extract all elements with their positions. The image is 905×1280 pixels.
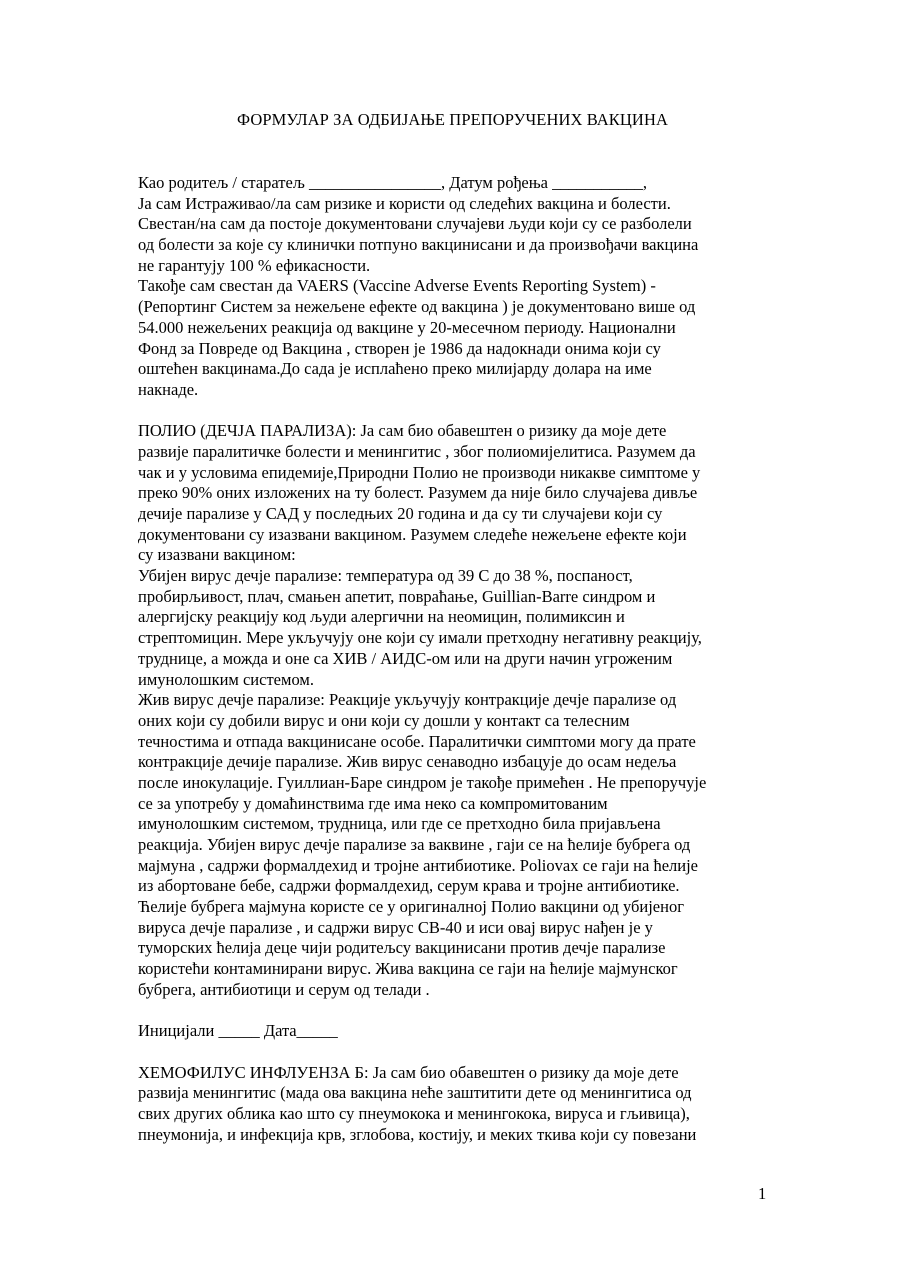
- page-number: 1: [758, 1184, 767, 1203]
- text-line: Свестан/на сам да постоје документовани случајеви људи који су се разболели: [138, 214, 692, 234]
- document-title: ФОРМУЛАР ЗА ОДБИЈАЊЕ ПРЕПОРУЧЕНИХ ВАКЦИНА: [237, 110, 668, 129]
- text-line: имунолошким системом, трудница, или где се претходно била пријављена: [138, 814, 661, 834]
- text-line: Убијен вирус дечје парализе: температура од 39 C до 38 %, поспаност,: [138, 566, 633, 586]
- text-line: после инокулације. Гуиллиан-Баре синдром је такође примећен . Не препоручује: [138, 772, 707, 792]
- text-line: се за употребу у домаћинствима где има неко са компромитованим: [138, 793, 608, 813]
- text-line: Фонд за Повреде од Вакцина , створен је 1986 да надокнади онима који су: [138, 338, 661, 358]
- text-line: оштећен вакцинама.До сада је исплаћено преко милијарду долара на име: [138, 359, 652, 379]
- text-line: преко 90% оних изложених на ту болест. Разумем да није било случајева дивље: [138, 483, 698, 503]
- text-line: Ћелије бубрега мајмуна користе се у оригиналној Полио вакцини од убијеног: [138, 897, 684, 917]
- text-line: алергијску реакцију код људи алергични на неомицин, полимиксин и: [138, 607, 625, 627]
- text-line: Жив вирус дечје парализе: Реакције укључују контракције дечје парализе од: [138, 690, 677, 710]
- text-line: 54.000 нежељених реакција од вакцине у 20-месечном периоду. Национални: [138, 317, 676, 337]
- text-line: труднице, а можда и оне са ХИВ / АИДС-ом или на други начин угроженим: [138, 648, 673, 668]
- text-line: свих других облика као што су пнеумокока и менингокока, вируса и гљивица),: [138, 1103, 690, 1123]
- text-line: контракције дечије парализе. Жив вирус сенаводно избацује до осам недеља: [138, 752, 677, 772]
- text-line: дечије парализе у САД у последњих 20 година и да су ти случајеви који су: [138, 504, 663, 523]
- text-line: користећи контаминирани вирус. Жива вакцина се гаји на ћелије мајмунског: [138, 959, 678, 979]
- text-line: бубрега, антибиотици и серум од телади .: [138, 979, 430, 999]
- paragraph-spacer: [138, 1001, 788, 1022]
- text-line: ПОЛИО (ДЕЧЈА ПАРАЛИЗА): Ја сам био обавештен о ризику да моје дете: [138, 421, 667, 441]
- text-line: развије паралитичке болести и менингитис , због полиомијелитиса. Разумем да: [138, 441, 696, 461]
- text-line: Ја сам Истраживао/ла сам ризике и користи од следећих вакцина и болести.: [138, 193, 671, 213]
- text-line: пробирљивост, плач, смањен апетит, повраћање, Guillian-Ваrre синдром и: [138, 586, 656, 606]
- paragraph-spacer: [138, 1042, 788, 1063]
- initials-date-field[interactable]: Иницијали _____ Датa_____: [138, 1021, 338, 1041]
- text-line: туморских ћелија деце чији родитељсу вакцинисани против дечје парализе: [138, 938, 666, 958]
- text-line: (Репортинг Систем за нежељене ефекте од вакцина ) је документовано више од: [138, 297, 696, 317]
- document-body: [138, 173, 788, 1145]
- text-line: развија менингитис (мада ова вакцина неће заштитити дете од менингитиса од: [138, 1083, 692, 1103]
- text-line: из абортоване бебе, садржи формалдехид, серум крава и тројне антибиотике.: [138, 876, 680, 896]
- text-line: Такође сам свестан да VAERS (Vaccine Adverse Events Reporting System) -: [138, 276, 656, 296]
- text-line: ХЕМОФИЛУС ИНФЛУЕНЗА Б: Ја сам био обавештен о ризику да моје дете: [138, 1062, 679, 1082]
- text-line: од болести за које су клинички потпуно вакцинисани и да произвођачи вакцина: [138, 235, 699, 255]
- text-line: оних који су добили вирус и они који су дошли у контакт са телесним: [138, 710, 630, 730]
- text-line: вируса дечје парализе , и садржи вирус СВ-40 и иси овај вирус нађен је у: [138, 917, 653, 937]
- polio-section: [138, 421, 788, 1000]
- text-line: течностима и отпада вакцинисане особе. Паралитички симптоми могу да прате: [138, 731, 696, 751]
- text-line: стрептомицин. Мере укључују оне који су имали претходну негативну реакцију,: [138, 628, 702, 648]
- hib-section: [138, 1063, 788, 1146]
- text-line: су изазвани вакцином:: [138, 545, 296, 565]
- text-line: Као родитељ / старатељ ________________, Датум рођења ___________,: [138, 173, 648, 192]
- intro-paragraph: [138, 173, 788, 401]
- paragraph-spacer: [138, 401, 788, 422]
- text-line: пнеумонија, и инфекција крв, зглобова, костију, и меких ткива који су повезани: [138, 1124, 697, 1144]
- text-line: реакција. Убијен вирус дечје парализе за ваквине , гаји се на ћелије бубрега од: [138, 835, 691, 854]
- text-line: чак и у условима епидемије,Природни Полио не производи никакве симптоме у: [138, 462, 701, 482]
- text-line: не гарантују 100 % ефикасности.: [138, 255, 371, 275]
- text-line: имунолошким системом.: [138, 669, 314, 689]
- text-line: мајмуна , садржи формалдехид и тројне антибиотике. Poliovax се гаји на ћелије: [138, 855, 699, 875]
- text-line: документовани су изазвани вакцином. Разумем следеће нежељене ефекте који: [138, 524, 687, 544]
- text-line: накнаде.: [138, 379, 199, 399]
